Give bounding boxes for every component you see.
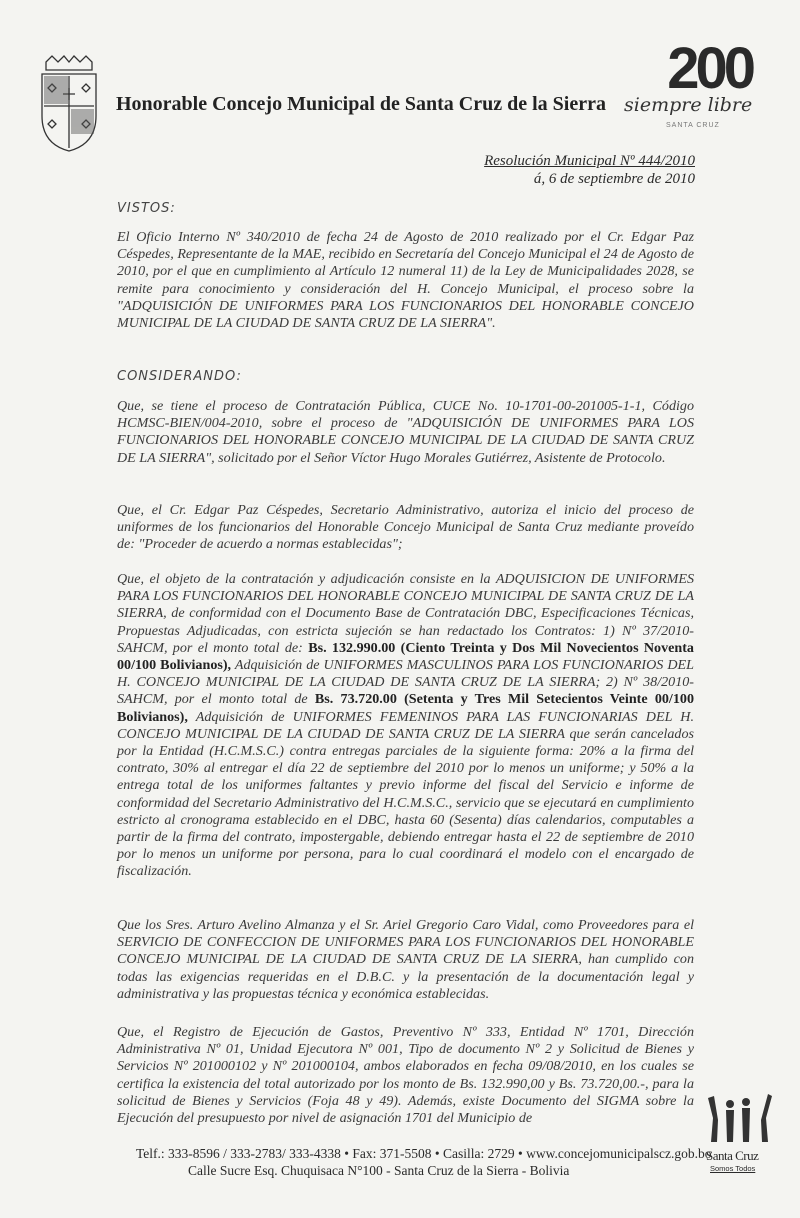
paragraph-vistos: El Oficio Interno Nº 340/2010 de fecha 24 de Agosto de 2010 realizado por el Cr. Edgar Paz Céspedes, Representante de la MAE, recibido en Secretaría del Concejo Municipal el 24 de Agosto de 2010, por el que en cumplimiento al Artículo 12 numeral 11) de la Ley de Municipalidades 2028, se remite para conocimiento y consideración del H. Concejo Municipal, el proceso sobre la "ADQUISICIÓN DE UNIFORMES PARA LOS FUNCIONARIOS DEL HONORABLE CONCEJO MUNICIPAL DE LA CIUDAD DE SANTA CRUZ DE LA SIERRA". xyxy=(117,229,694,332)
bicentennial-logo xyxy=(620,36,780,135)
heading-considerando: CONSIDERANDO: xyxy=(117,369,242,384)
paragraph-considerando-2: Que, el Cr. Edgar Paz Céspedes, Secretario Administrativo, autoriza el inicio del proceso de uniformes de los funcionarios del Honorable Concejo Municipal de Santa Cruz mediante proveído de: "Proceder de acuerdo a normas establecidas"; xyxy=(117,502,694,553)
paragraph-text: Adquisición de UNIFORMES MASCULINOS PARA LOS FUNCIONARIOS DEL H. CONCEJO MUNICIPAL DE LA CIUDAD DE SANTA CRUZ DE LA SIERRA; 2) Nº 38/2010-SAHCM, por el monto total de xyxy=(117,657,694,708)
footer-contact: Telf.: 333-8596 / 333-2783/ 333-4338 • Fax: 371-5508 • Casilla: 2729 • www.concejomunicipalscz.gob.bo xyxy=(136,1146,712,1161)
municipal-crest-icon xyxy=(36,54,102,154)
resolution-date: á, 6 de septiembre de 2010 xyxy=(533,171,695,187)
paragraph-text: Adquisición de UNIFORMES FEMENINOS PARA LAS FUNCIONARIAS DEL H. CONCEJO MUNICIPAL DE LA CIUDAD DE SANTA CRUZ DE LA SIERRA que serán cancelados por la Entidad (H.C.M.S.C.) contra entregas parciales de la siguiente forma: 20% a la firma del contrato, 30% al entregar el día 22 de septiembre del 2010 por lo menos un uniforme; y 50% a la entrega total de los uniformes faltantes y previo informe del fiscal del Servicio e informe de conformidad del Secretario Administrativo del H.C.M.S.C., servicio que se ejecutará en cumplimiento estricto al cronograma establecido en el DBC, hasta 60 (Sesenta) días calendarios, computables a partir de la firma del contrato, impostergable, debiendo entregar hasta el 22 de septiembre de 2010 por lo menos un uniforme por persona, para lo cual coordinará el modelo con el encargado de fiscalización. xyxy=(117,708,694,880)
people-figures-icon xyxy=(700,1090,780,1146)
logo-number: 200 xyxy=(667,36,752,101)
paragraph-text: Que, el objeto de la contratación y adjudicación consiste en la ADQUISICION DE UNIFORMES PARA LOS FUNCIONARIOS DEL HONORABLE CONCEJO MUNICIPAL DE SANTA CRUZ DE LA SIERRA, de conformidad con el Documento Base de Contratación DBC, Especificaciones Técnicas, Propuestas Adjudicadas, con estricta sujeción se han redactado los Contratos: 1) Nº 37/2010-SAHCM, por el monto total de: xyxy=(117,571,694,656)
logo-title: Santa Cruz xyxy=(706,1148,759,1163)
amount-2: Bs. 73.720.00 (Setenta y Tres Mil Setecientos Veinte 00/100 Bolivianos), xyxy=(117,691,694,725)
institution-title: Honorable Concejo Municipal de Santa Cruz de la Sierra xyxy=(116,93,606,115)
amount-1: Bs. 132.990.00 (Ciento Treinta y Dos Mil Novecientos Noventa 00/100 Bolivianos), xyxy=(117,639,694,674)
logo-script: siempre libre xyxy=(624,94,753,116)
santa-cruz-logo xyxy=(700,1090,780,1175)
paragraph-considerando-5: Que, el Registro de Ejecución de Gastos, Preventivo Nº 333, Entidad Nº 1701, Dirección Administrativa Nº 01, Unidad Ejecutora Nº 001, Tipo de documento Nº 2 y Solicitud de Bienes y Servicios Nº 201000102 y Nº 201000104, ambos elaborados en fecha 09/08/2010, en los cuales se certifica la existencia del total autorizado por los monto de Bs. 132.990,00 y Bs. 73.720,00.-, para la solicitud de Bienes y Servicios (Foja 48 y 49). Además, existe Documento del SIGMA sobre la Ejecución del presupuesto por nivel de asignación 1701 del Municipio de xyxy=(117,1024,694,1127)
logo-subtitle: Somos Todos xyxy=(710,1164,756,1173)
resolution-title: Resolución Municipal Nº 444/2010 xyxy=(484,153,695,169)
paragraph-considerando-1: Que, se tiene el proceso de Contratación Pública, CUCE No. 10-1701-00-201005-1-1, Código HCMSC-BIEN/004-2010, sobre el proceso de "ADQUISICIÓN DE UNIFORMES PARA LOS FUNCIONARIOS DEL HONORABLE CONCEJO MUNICIPAL DE LA CIUDAD DE SANTA CRUZ DE LA SIERRA", solicitado por el Señor Víctor Hugo Morales Gutiérrez, Asistente de Protocolo. xyxy=(117,398,694,466)
paragraph-considerando-4: Que los Sres. Arturo Avelino Almanza y el Sr. Ariel Gregorio Caro Vidal, como Proveedores para el SERVICIO DE CONFECCION DE UNIFORMES PARA LOS FUNCIONARIOS DEL HONORABLE CONCEJO MUNICIPAL DE LA CIUDAD DE SANTA CRUZ DE LA SIERRA, han cumplido con todas las exigencias requeridas en el D.B.C. y la presentación de la documentación legal y administrativa y las propuestas técnica y económica establecidas. xyxy=(117,917,694,1002)
footer-address: Calle Sucre Esq. Chuquisaca N°100 - Santa Cruz de la Sierra - Bolivia xyxy=(188,1163,570,1178)
heading-vistos: VISTOS: xyxy=(117,201,176,216)
logo-small-text: SANTA CRUZ xyxy=(666,122,720,129)
paragraph-considerando-3 xyxy=(117,571,694,881)
